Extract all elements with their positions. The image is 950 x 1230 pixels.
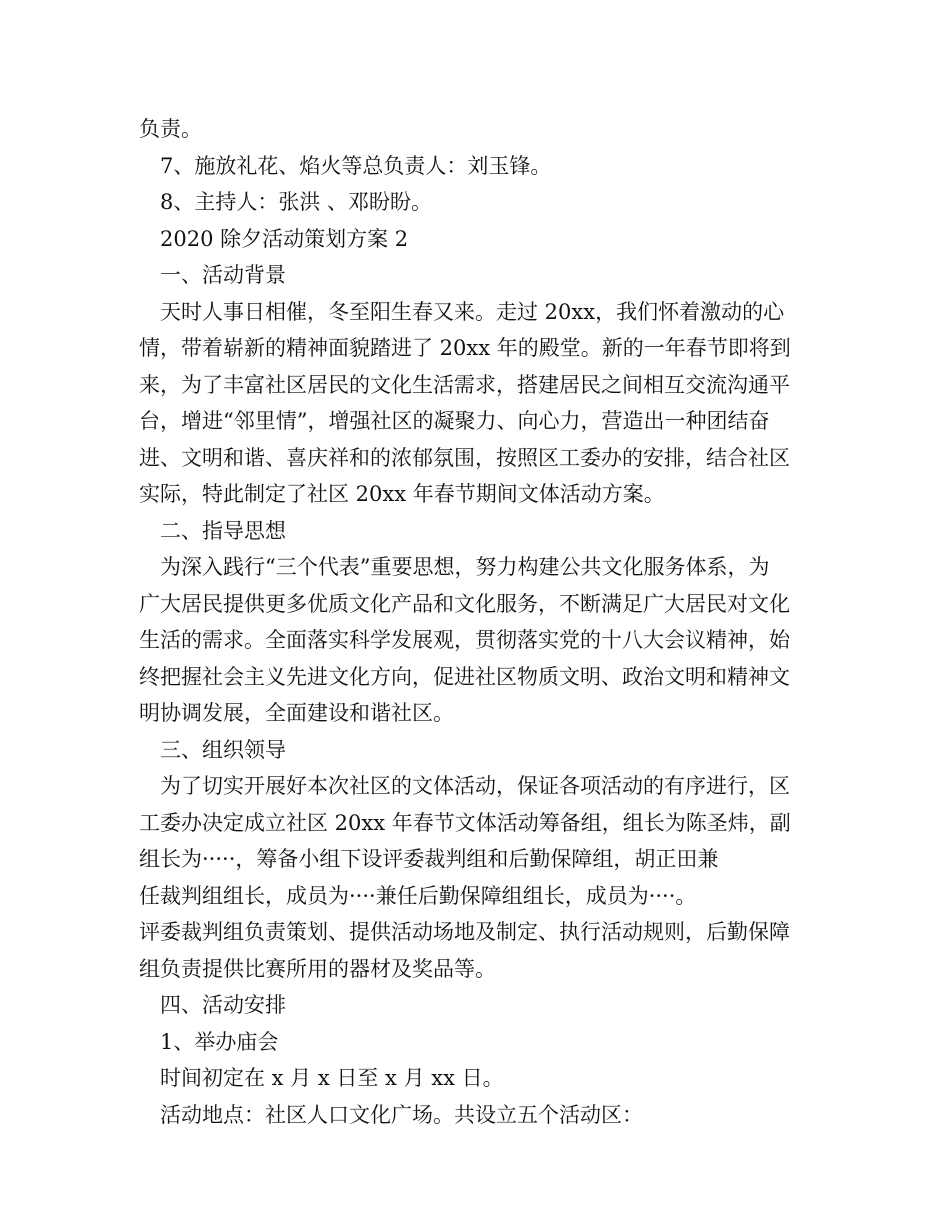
- text-line: 实际，特此制定了社区 20xx 年春节期间文体活动方案。: [139, 482, 665, 506]
- text-line: 情，带着崭新的精神面貌踏进了 20xx 年的殿堂。新的一年春节即将到: [139, 336, 791, 360]
- text-line: 评委裁判组负责策划、提供活动场地及制定、执行活动规则，后勤保障: [139, 920, 790, 944]
- text-line: 负责。: [139, 117, 202, 141]
- text-line: 明协调发展，全面建设和谐社区。: [139, 701, 454, 725]
- text-line: 活动地点：社区人口文化广场。共设立五个活动区：: [160, 1102, 643, 1127]
- section-title: 2020 除夕活动策划方案 2: [160, 226, 409, 251]
- section-heading: 一、活动背景: [160, 263, 286, 287]
- section-heading: 四、活动安排: [160, 993, 286, 1017]
- section-heading: 三、组织领导: [160, 737, 286, 762]
- text-line: 进、文明和谐、喜庆祥和的浓郁氛围，按照区工委办的安排，结合社区: [139, 445, 790, 470]
- text-line: 组负责提供比赛所用的器材及奖品等。: [139, 956, 496, 981]
- text-line: 为了切实开展好本次社区的文体活动，保证各项活动的有序进行，区: [160, 774, 790, 798]
- text-line: 8、主持人：张洪 、邓盼盼。: [160, 190, 433, 214]
- text-line: 生活的需求。全面落实科学发展观，贯彻落实党的十八大会议精神，始: [139, 628, 790, 652]
- document-body: [139, 111, 819, 1133]
- text-line: 为深入践行“三个代表”重要思想，努力构建公共文化服务体系，为: [160, 555, 770, 579]
- text-line: 任裁判组组长，成员为····兼任后勤保障组组长，成员为····。: [139, 883, 697, 908]
- text-line: 时间初定在 x 月 x 日至 x 月 xx 日。: [160, 1066, 504, 1090]
- text-line: 天时人事日相催，冬至阳生春又来。走过 20xx，我们怀着激动的心: [160, 299, 785, 324]
- text-line: 7、施放礼花、焰火等总负责人：刘玉锋。: [160, 153, 552, 178]
- text-line: 组长为·····，筹备小组下设评委裁判组和后勤保障组，胡正田兼: [139, 847, 719, 871]
- section-heading: 二、指导思想: [160, 518, 286, 543]
- subsection-heading: 1、举办庙会: [160, 1029, 279, 1054]
- text-line: 来，为了丰富社区居民的文化生活需求，搭建居民之间相互交流沟通平: [139, 372, 790, 397]
- text-line: 终把握社会主义先进文化方向，促进社区物质文明、政治文明和精神文: [139, 664, 790, 689]
- text-line: 广大居民提供更多优质文化产品和文化服务，不断满足广大居民对文化: [139, 591, 790, 616]
- text-line: 工委办决定成立社区 20xx 年春节文体活动筹备组，组长为陈圣炜，副: [139, 810, 791, 835]
- text-line: 台，增进“邻里情”，增强社区的凝聚力、向心力，营造出一种团结奋: [139, 409, 770, 433]
